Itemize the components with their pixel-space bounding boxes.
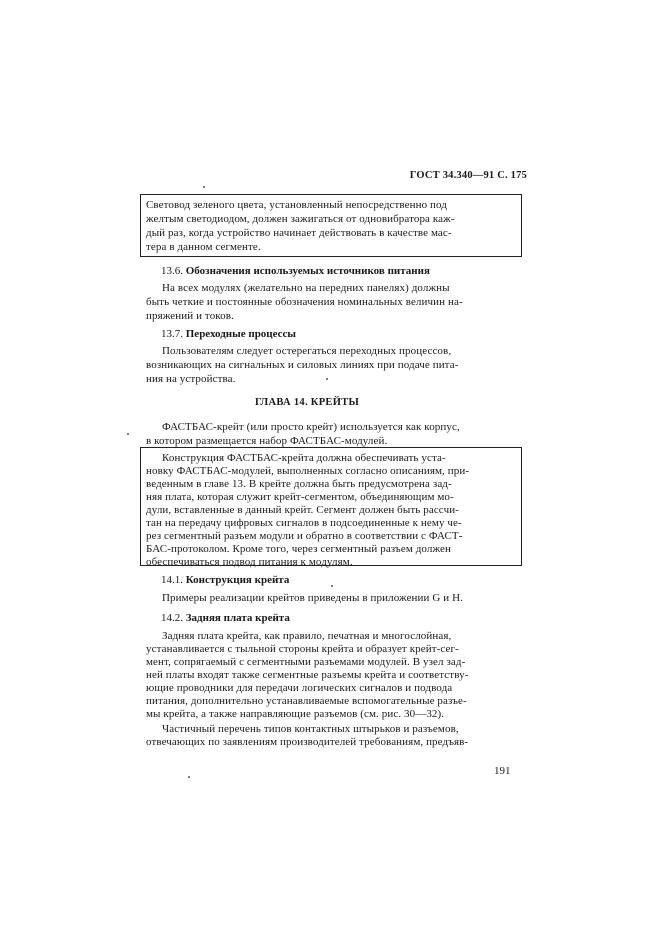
boxed-paragraph-crate-design [140,447,522,566]
text-line: желтым светодиодом, должен зажигаться от одновибратора каж- [146,213,455,225]
text-line: возникающих на сигнальных и силовых линиях при подаче пита- [146,359,459,371]
text-line: новку ФАСТБАС-модулей, выполненных согласно описаниям, при- [146,465,470,477]
text-line: Примеры реализации крейтов приведены в приложении G и H. [162,592,463,604]
speck [127,433,129,435]
text-line: в котором размещается набор ФАСТБАС-модулей. [146,435,388,447]
text-line: Конструкция ФАСТБАС-крейта должна обеспечивать уста- [162,452,446,464]
text-line: устанавливается с тыльной стороны крейта и образует крейт-сег- [146,643,459,655]
text-line: няя плата, которая служит крейт-сегментом, объединяющим мо- [146,491,454,503]
chapter-heading: ГЛАВА 14. КРЕЙТЫ [255,397,360,408]
text-line: БАС-протоколом. Кроме того, через сегментный разъем должен [146,543,452,555]
section-heading-14-1 [161,573,289,587]
text-line: На всех модулях (желательно на передних панелях) должны [162,282,450,294]
text-line: питания, дополнительно устанавливаемые вспомогательные разъе- [146,695,467,707]
section-title: Обозначения используемых источников питания [185,265,430,277]
text-line: дый раз, когда устройство начинает действовать в качестве мас- [146,227,452,239]
section-heading-13-7 [161,327,296,341]
text-line: мы крейта, а также направляющие разъемов (см. рис. 30—32). [146,708,445,720]
section-number: 13.6. [161,265,183,277]
text-line: отвечающих по заявлениям производителей требованиям, предъяв- [146,736,469,748]
text-line: ющие проводники для передачи логических сигналов и подвода [146,682,453,694]
section-number: 13.7. [161,328,183,340]
text-line: пряжений и токов. [146,310,234,322]
text-line: Задняя плата крейта, как правило, печатная и многослойная, [162,630,452,642]
text-line: ния на устройства. [146,373,236,385]
text-line: Пользователям следует остерегаться переходных процессов, [162,345,452,357]
section-title: Конструкция крейта [185,574,290,586]
text-line: веденным в главе 13. В крейте должна быть предусмотрена зад- [146,478,452,490]
text-line: ней платы входят также сегментные разъемы крейта и соответству- [146,669,469,681]
running-header: ГОСТ 34.340—91 С. 175 [409,170,527,181]
speck [331,585,333,587]
text-line: быть четкие и постоянные обозначения номинальных величин на- [146,296,463,308]
text-line: тан на передачу цифровых сигналов в подсоединенные к нему че- [146,517,462,529]
speck [326,378,328,380]
speck [203,186,205,188]
section-title: Переходные процессы [185,328,297,340]
text-line: Световод зеленого цвета, установленный непосредственно под [146,199,448,211]
section-number: 14.1. [161,574,183,586]
section-title: Задняя плата крейта [185,612,290,624]
text-line: обеспечиваться подвод питания к модулям. [146,556,353,568]
text-line: мент, сопрягаемый с сегментными разъемами модулей. В узел зад- [146,656,466,668]
section-number: 14.2. [161,612,183,624]
text-line: ФАСТБАС-крейт (или просто крейт) используется как корпус, [162,421,460,433]
boxed-paragraph-light-guide [140,194,522,257]
text-line: тера в данном сегменте. [146,241,261,253]
section-heading-13-6 [161,264,430,278]
text-line: дули, вставленные в данный крейт. Сегмент должен быть рассчи- [146,504,459,516]
text-line: Частичный перечень типов контактных штырьков и разъемов, [162,723,459,735]
section-heading-14-2 [161,611,290,625]
speck [188,776,190,778]
text-line: рез сегментный разъем модули и обратно в соответствии с ФАСТ- [146,530,463,542]
page-number: 191 [494,765,511,777]
